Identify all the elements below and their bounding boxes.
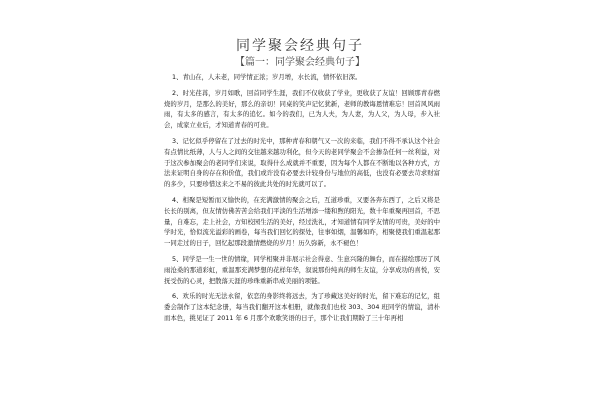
paragraph-3: 3、记忆似乎停留在了过去的时光中，那种青春和朝气又一次的来临，我们不得不承认这个社会有点情比纸薄，人与人之间的交往越来越功利化，但今天的老同学聚会不会掺杂任何一丝利益，对于这次参加聚会的老同学们来说，取得什么成就并不重要，因为每个人都在不断地以各种方式，方法来证明自身的存在和价值，我们或许没有必要去计较身份与地位的高低，也没有必要去苛求财富的多少，只要珍惜这来之不易的彼此共处的时光就可以了。 — [164, 136, 440, 189]
paragraph-5: 5、同学是一生一世的情缘，同学相聚并非展示社会得意、生意兴隆的舞台，而在描绘那历了风雨沧桑的那道彩虹，重温那充满梦想的花样年华，叙说那份纯真的师生友谊，分享成功的喜悦，安抚受伤的心灵，把散落天涯的珍珠重新串成美丽的项链。 — [164, 254, 440, 285]
paragraph-6: 6、欢乐的时光无法永留，依恋的身影终将远去，为了珍藏这美好的时光，留下难忘的记忆，组委会制作了这本纪念册，每当我们翻开这本相册，就像我们也校 303、304 班同学的情谊，清朴而本色，挑见证了 2011 年 6 月那个欢歌笑语的日子，那个让我们期盼了三十年再相 — [164, 292, 440, 322]
document-subtitle: 【篇一：同学聚会经典句子】 — [235, 57, 365, 68]
paragraph-2: 2、时光荏苒，岁月如歌，回首同学生涯，我们不仅收获了学业，更收获了友谊！回顾那青春燃烧的岁月，是那么的美好，那么的亲切！同桌的笑声记忆犹新，老师的教诲恩情难忘！回首风风雨雨，有太多的感言，有太多的追忆。如今的我们，已为人夫，为人妻，为人父，为人母，步入社会，成家立业后，才知道青春的可贵。 — [164, 88, 440, 130]
document-title: 同学聚会经典句子 — [236, 38, 364, 54]
document-body — [164, 72, 440, 329]
paragraph-1: 1、青山在，人未老，同学情正浓；岁月增，水长流，情怀依旧深。 — [172, 73, 362, 81]
paragraph-4: 4、相聚是短暂而又愉快的，在充满激情的聚会之后，互道珍重，又要各奔东西了，之后又将是长长的别离，但友情仿佛苦苦会给我们平淡的生活增添一缕和煦的阳光，数十年重聚再回首，不思量，自难忘，走上社会，方知校园生活的美好，经过洗礼，才知道情有同学友情的可贵，美好的中学时光，恰似流光溢彩的画卷，每当我们回忆的探处，往事如烟，温馨如昨，相聚使我们重温起那一同走过的日子，回忆起那段激情燃烧的岁月！历久弥新，永不褪色！ — [164, 195, 440, 248]
